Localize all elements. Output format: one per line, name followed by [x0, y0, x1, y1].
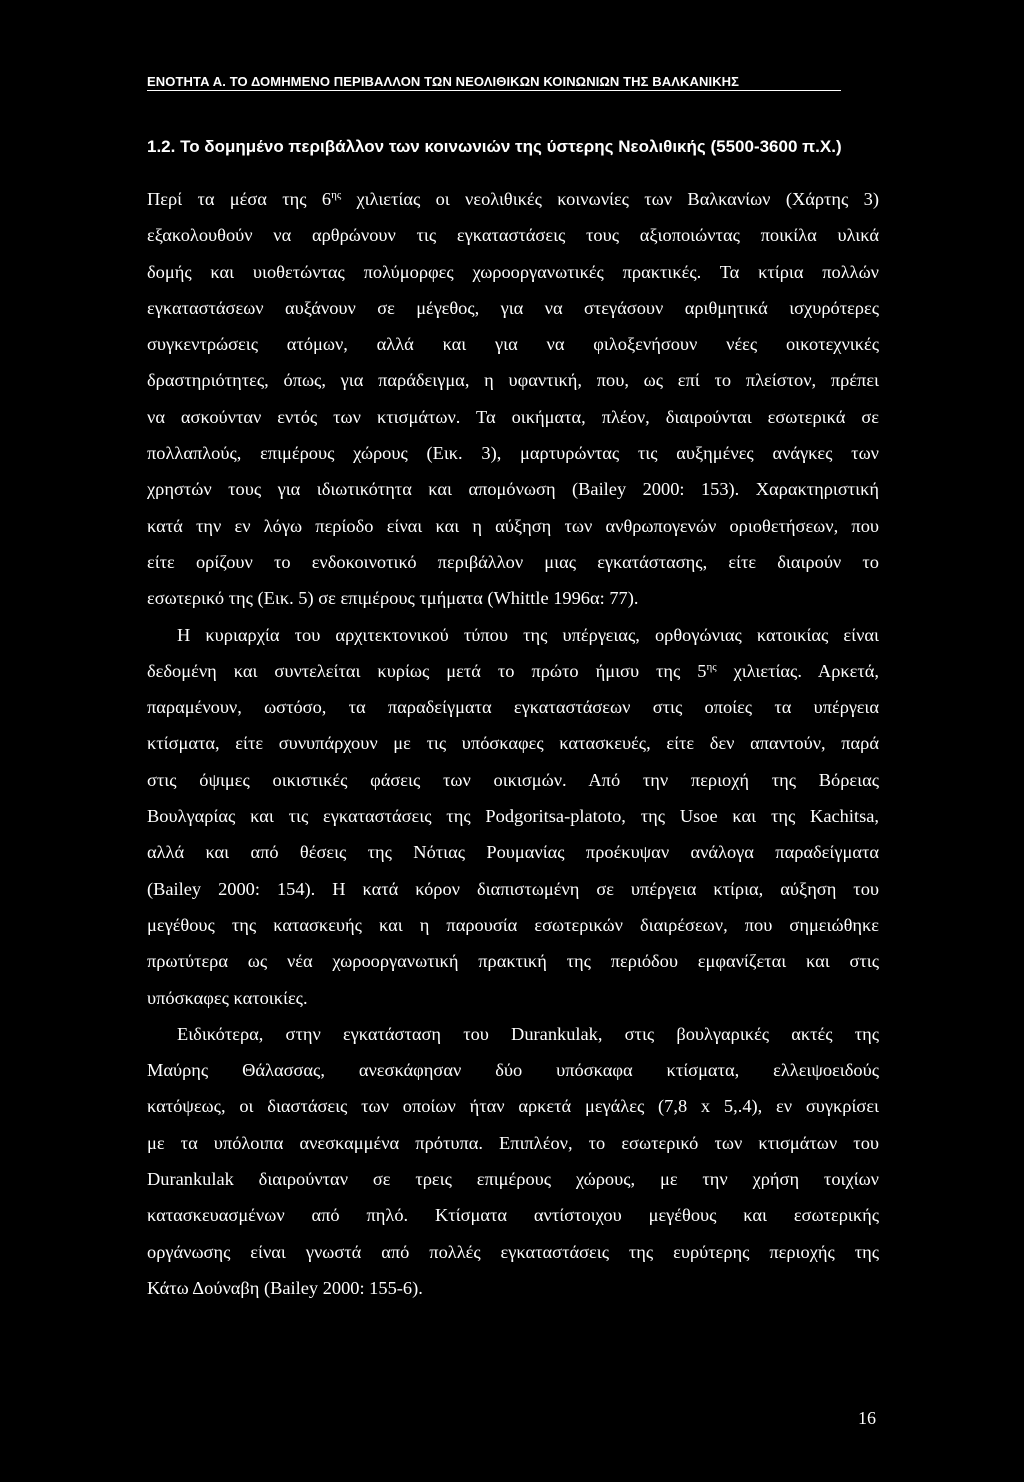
text-line: κατασκευασμένων από πηλό. Κτίσματα αντίστοιχου μεγέθους και εσωτερικής: [147, 1205, 879, 1226]
text-line: Η κυριαρχία του αρχιτεκτονικού τύπου της υπέργειας, ορθογώνιας κατοικίας είναι: [177, 624, 879, 645]
text-line: υπόσκαφες κατοικίες.: [147, 987, 308, 1008]
text-span: Περί τα μέσα της 6: [147, 189, 332, 209]
header-underline: [147, 90, 841, 91]
text-line: [147, 653, 879, 689]
text-line: παραμένουν, ωστόσο, τα παραδείγματα εγκαταστάσεων στις οποίες τα υπέργεια: [147, 697, 879, 718]
text-line: πρωτύτερα ως νέα χωροοργανωτική πρακτική της περιόδου εμφανίζεται και στις: [147, 951, 879, 972]
text-line: να ασκούνταν εντός των κτισμάτων. Τα οικήματα, πλέον, διαιρούνται εσωτερικά σε: [147, 406, 879, 427]
body-text: [147, 181, 879, 1306]
text-line: κατόψεως, οι διαστάσεις των οποίων ήταν αρκετά μεγάλες (7,8 x 5,.4), εν συγκρίσει: [147, 1096, 879, 1117]
text-line: (Bailey 2000: 154). Η κατά κόρον διαπιστωμένη σε υπέργεια κτίρια, αύξηση του: [147, 878, 879, 899]
text-line: Κάτω Δούναβη (Bailey 2000: 155-6).: [147, 1277, 423, 1298]
text-line: χρηστών τους για ιδιωτικότητα και απομόνωση (Bailey 2000: 153). Χαρακτηριστική: [147, 479, 879, 500]
text-line: οργάνωσης είναι γνωστά από πολλές εγκαταστάσεις της ευρύτερης περιοχής της: [147, 1241, 879, 1262]
section-title: 1.2. Το δομημένο περιβάλλον των κοινωνιών της ύστερης Νεολιθικής (5500-3600 π.Χ.): [147, 137, 842, 156]
text-line: Μαύρης Θάλασσας, ανεσκάφησαν δύο υπόσκαφα κτίσματα, ελλειψοειδούς: [147, 1060, 879, 1081]
ordinal-superscript: ης: [331, 189, 342, 201]
text-line: Durankulak διαιρούνταν σε τρεις επιμέρους χώρους, με την χρήση τοιχίων: [147, 1169, 879, 1190]
text-line: δραστηριότητες, όπως, για παράδειγμα, η υφαντική, που, ως επί το πλείστον, πρέπει: [147, 370, 879, 391]
text-line: δομής και υιοθετώντας πολύμορφες χωροοργανωτικές πρακτικές. Τα κτίρια πολλών: [147, 261, 879, 282]
text-line: Ειδικότερα, στην εγκατάσταση του Durankulak, στις βουλγαρικές ακτές της: [177, 1023, 879, 1044]
running-header: [147, 74, 841, 91]
text-line: μεγέθους της κατασκευής και η παρουσία εσωτερικών διαιρέσεων, που σημειώθηκε: [147, 914, 879, 935]
text-line: εσωτερικό της (Εικ. 5) σε επιμέρους τμήματα (Whittle 1996α: 77).: [147, 588, 639, 609]
text-span: δεδομένη και συντελείται κυρίως μετά το πρώτο ήμισυ της 5: [147, 660, 707, 681]
text-span: χιλιετίας οι νεολιθικές κοινωνίες των Βαλκανίων (Χάρτης 3): [341, 189, 879, 209]
text-line: είτε ορίζουν το ενδοκοινοτικό περιβάλλον μιας εγκατάστασης, είτε διαιρούν το: [147, 551, 879, 572]
text-line: κατά την εν λόγω περίοδο είναι και η αύξηση των ανθρωπογενών οριοθετήσεων, που: [147, 515, 879, 536]
text-line: με τα υπόλοιπα ανεσκαμμένα πρότυπα. Επιπλέον, το εσωτερικό των κτισμάτων του: [147, 1132, 879, 1153]
text-line: αλλά και από θέσεις της Νότιας Ρουμανίας προέκυψαν ανάλογα παραδείγματα: [147, 842, 879, 863]
running-header-text: ΕΝΟΤΗΤΑ Α. ΤΟ ΔΟΜΗΜΕΝΟ ΠΕΡΙΒΑΛΛΟΝ ΤΩΝ ΝΕΟΛΙΘΙΚΩΝ ΚΟΙΝΩΝΙΩΝ ΤΗΣ ΒΑΛΚΑΝΙΚΗΣ: [147, 74, 740, 89]
text-line: Βουλγαρίας και τις εγκαταστάσεις της Podgoritsa-platoto, της Usoe και της Kachitsa,: [147, 806, 879, 827]
page-number: 16: [858, 1408, 876, 1428]
text-line: συγκεντρώσεις ατόμων, αλλά και για να φιλοξενήσουν νέες οικοτεχνικές: [147, 334, 879, 355]
text-line: εγκαταστάσεων αυξάνουν σε μέγεθος, για να στεγάσουν αριθμητικά ισχυρότερες: [147, 297, 879, 318]
text-span: χιλιετίας. Αρκετά,: [716, 660, 879, 681]
text-line: πολλαπλούς, επιμέρους χώρους (Εικ. 3), μαρτυρώντας τις αυξημένες ανάγκες των: [147, 443, 879, 464]
text-line: εξακολουθούν να αρθρώνουν τις εγκαταστάσεις τους αξιοποιώντας ποικίλα υλικά: [147, 225, 879, 246]
text-line: στις όψιμες οικιστικές φάσεις των οικισμών. Από την περιοχή της Βόρειας: [147, 769, 879, 790]
text-line: [147, 181, 879, 217]
text-line: κτίσματα, είτε συνυπάρχουν με τις υπόσκαφες κατασκευές, είτε δεν απαντούν, παρά: [147, 733, 879, 754]
ordinal-superscript: ης: [706, 660, 717, 673]
